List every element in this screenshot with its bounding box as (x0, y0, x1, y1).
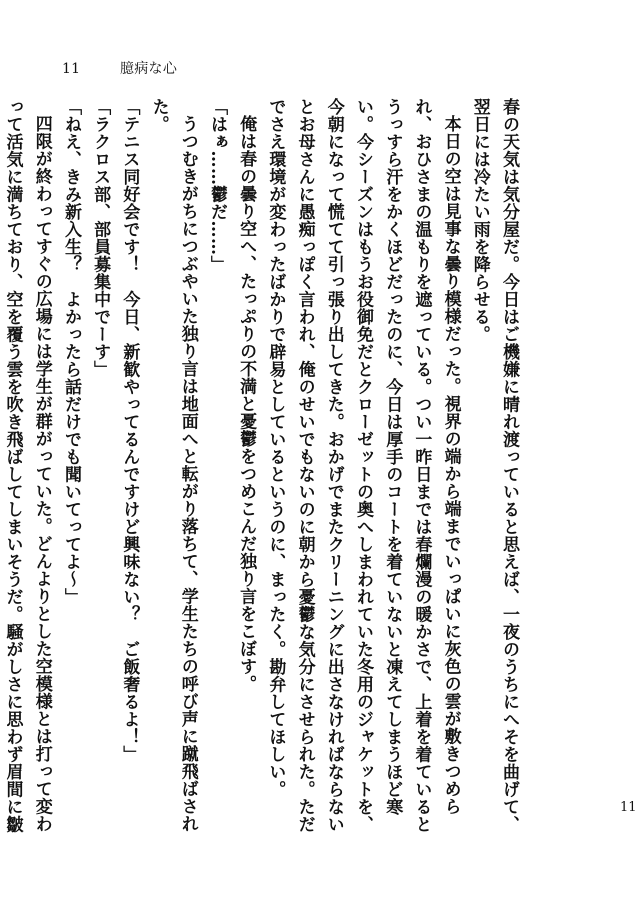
paragraph: 春の天気は気分屋だ。今日はご機嫌に晴れ渡っていると思えば、一夜のうちにへそを曲げて、翌日には冷たい雨を降らせる。 (469, 98, 519, 833)
dialogue-line: 「ラクロス部、部員募集中でーす」 (90, 98, 111, 378)
body-text (2, 98, 523, 838)
chapter-number: 11 (62, 61, 81, 77)
paragraph: 本日の空は見事な曇り模様だった。視界の端から端までいっぱいに灰色の雲が敷きつめられ、おひさまの温もりを遮っている。つい一昨日までは春爛漫の暖かさで、上着を着ているとうっすら汗をかくほどだったのに、今日は厚手のコートを着ていないと凍えてしまうほど寒い。今シーズンはもうお役御免だとクローゼットの奥へしまわれていた冬用のジャケットを、今朝になって慌てて引っ張り出してきた。おかげでまたクリーニングに出さなければならないとお母さんに愚痴っぽく言われ、俺のせいでもないのに朝から憂鬱な気分にさせられた。ただでさえ環境が変わったばかりで辟易としているというのに、まったく。勘弁してほしい。 (265, 98, 461, 833)
dialogue-line: 「はぁ……鬱だ……」 (206, 98, 227, 273)
paragraph: うつむきがちにつぶやいた独り言は地面へと転がり落ちて、学生たちの呼び声に蹴飛ばされた。 (148, 98, 198, 833)
paragraph: 俺は春の曇り空へ、たっぷりの不満と憂鬱をつめこんだ独り言をこぼす。 (236, 115, 257, 693)
chapter-title: 臆病な心 (120, 61, 178, 77)
dialogue-line: 「ねえ、きみ新入生？ よかったら話だけでも聞いてってよ～」 (60, 98, 81, 606)
dialogue-line: 「テニス同好会です！ 今日、新歓やってるんですけど興味ない？ ご飯奢るよ！」 (119, 98, 140, 763)
running-header (62, 58, 177, 78)
page-number: 11 (620, 800, 637, 815)
paragraph: 四限が終わってすぐの広場には学生が群がっていた。どんよりとした空模様とは打って変わって活気に満ちており、空を覆う雲を吹き飛ばしてしまいそうだ。騒がしさに思わず眉間に皺 (2, 98, 52, 833)
